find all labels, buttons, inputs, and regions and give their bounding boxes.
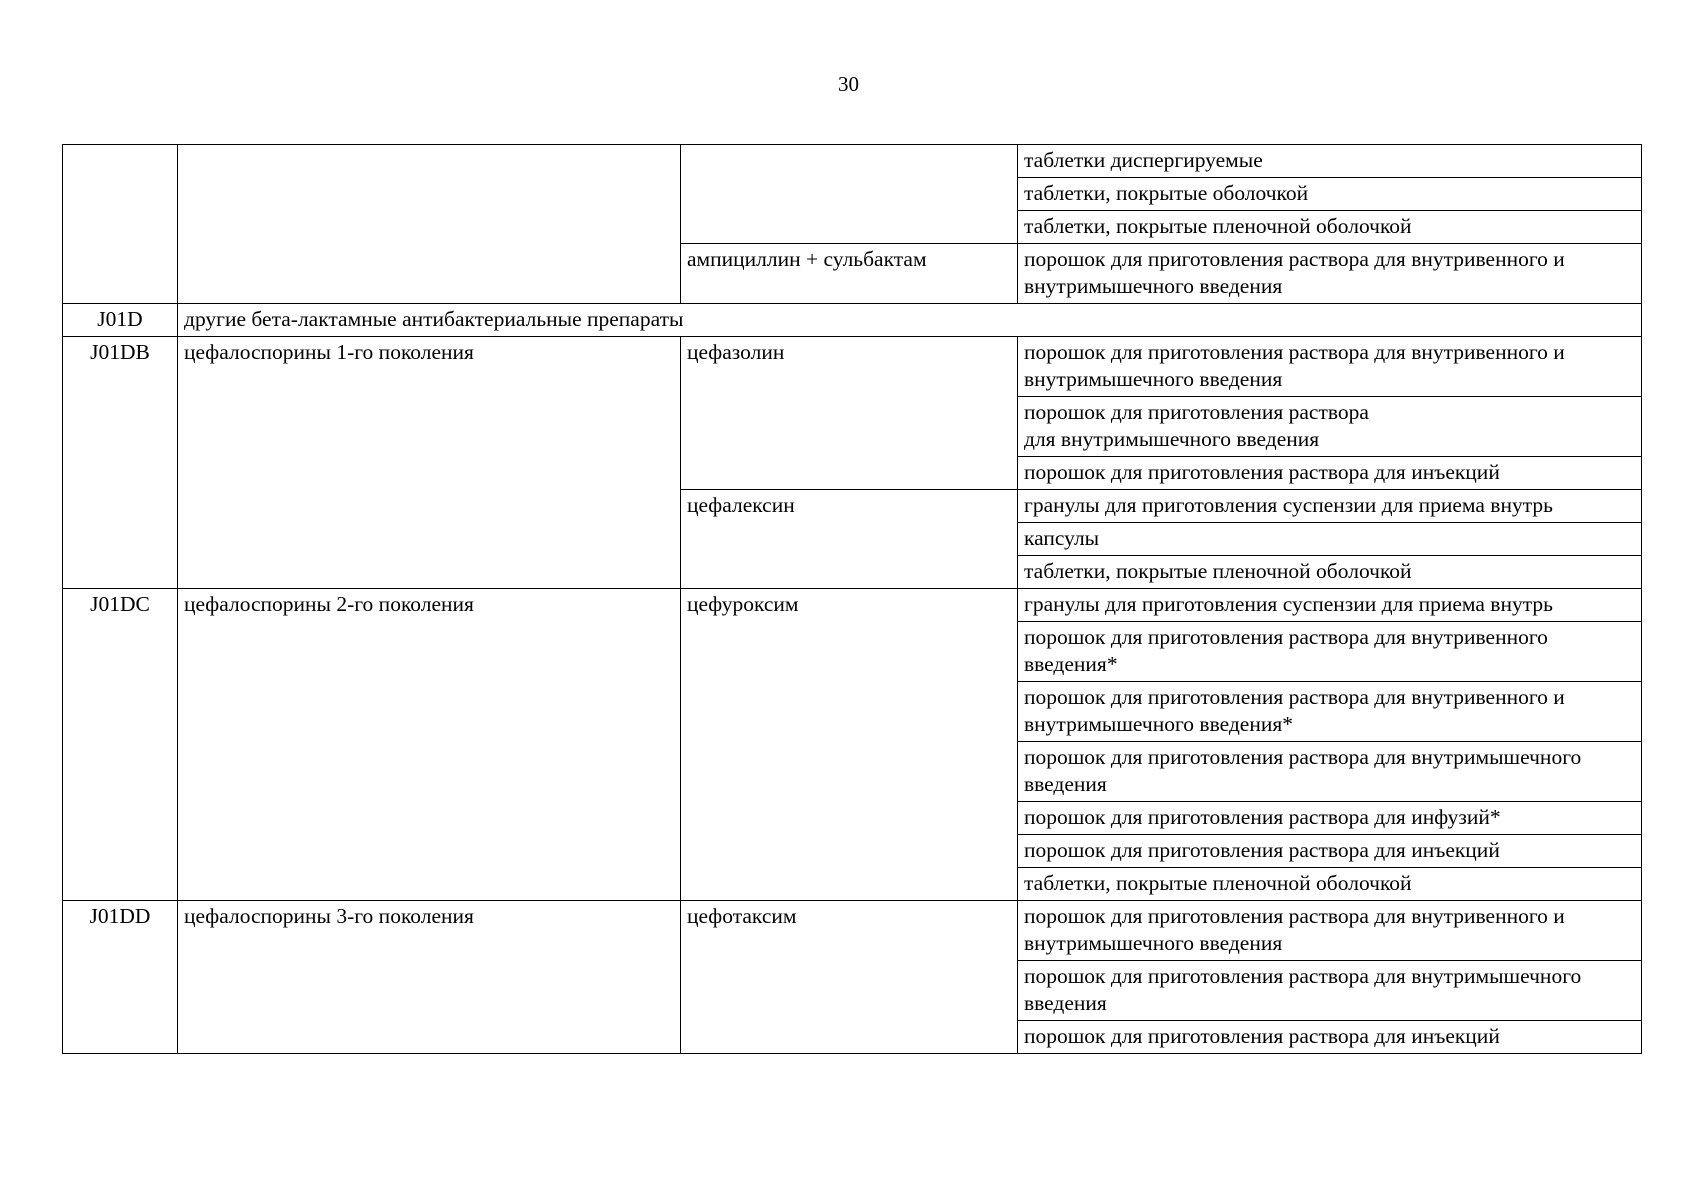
form-cell: таблетки, покрытые оболочкой — [1018, 178, 1642, 211]
group-cell: другие бета-лактамные антибактериальные препараты — [178, 304, 1642, 337]
group-cell: цефалоспорины 2-го поколения — [178, 589, 681, 901]
form-cell: порошок для приготовления раствора для инъекций — [1018, 835, 1642, 868]
page-number: 30 — [838, 72, 859, 96]
form-cell: порошок для приготовления раствора для внутримышечного введения — [1018, 961, 1642, 1021]
form-line: порошок для приготовления раствора — [1024, 400, 1369, 424]
form-line: для внутримышечного введения — [1024, 427, 1320, 451]
form-cell: порошок для приготовления раствора для инъекций — [1018, 1021, 1642, 1054]
form-cell: гранулы для приготовления суспензии для приема внутрь — [1018, 589, 1642, 622]
form-cell: гранулы для приготовления суспензии для приема внутрь — [1018, 490, 1642, 523]
form-cell: таблетки, покрытые пленочной оболочкой — [1018, 556, 1642, 589]
form-cell: порошок для приготовления раствора для инъекций — [1018, 457, 1642, 490]
form-cell: таблетки, покрытые пленочной оболочкой — [1018, 868, 1642, 901]
table-row — [63, 901, 1642, 961]
table-row — [63, 304, 1642, 337]
form-cell: таблетки диспергируемые — [1018, 145, 1642, 178]
form-cell — [1018, 397, 1642, 457]
drug-cell: цефотаксим — [681, 901, 1018, 1054]
form-cell: порошок для приготовления раствора для внутривенного и внутримышечного введения — [1018, 901, 1642, 961]
drug-cell: ампициллин + сульбактам — [681, 244, 1018, 304]
code-cell — [63, 145, 178, 304]
code-cell: J01DB — [63, 337, 178, 589]
form-cell: таблетки, покрытые пленочной оболочкой — [1018, 211, 1642, 244]
form-cell: порошок для приготовления раствора для внутривенного и внутримышечного введения — [1018, 244, 1642, 304]
group-cell: цефалоспорины 1-го поколения — [178, 337, 681, 589]
code-cell: J01D — [63, 304, 178, 337]
form-cell: порошок для приготовления раствора для внутривенного и внутримышечного введения — [1018, 337, 1642, 397]
drug-cell — [681, 145, 1018, 244]
form-cell: порошок для приготовления раствора для внутримышечного введения — [1018, 742, 1642, 802]
drug-cell: цефазолин — [681, 337, 1018, 490]
form-cell: порошок для приготовления раствора для инфузий* — [1018, 802, 1642, 835]
group-cell: цефалоспорины 3-го поколения — [178, 901, 681, 1054]
group-cell — [178, 145, 681, 304]
drug-table — [62, 144, 1642, 1054]
drug-cell: цефуроксим — [681, 589, 1018, 901]
drug-cell: цефалексин — [681, 490, 1018, 589]
form-cell: порошок для приготовления раствора для внутривенного введения* — [1018, 622, 1642, 682]
table-row — [63, 589, 1642, 622]
table-row — [63, 337, 1642, 397]
form-cell: порошок для приготовления раствора для внутривенного и внутримышечного введения* — [1018, 682, 1642, 742]
code-cell: J01DD — [63, 901, 178, 1054]
form-cell: капсулы — [1018, 523, 1642, 556]
code-cell: J01DC — [63, 589, 178, 901]
table-row — [63, 145, 1642, 178]
